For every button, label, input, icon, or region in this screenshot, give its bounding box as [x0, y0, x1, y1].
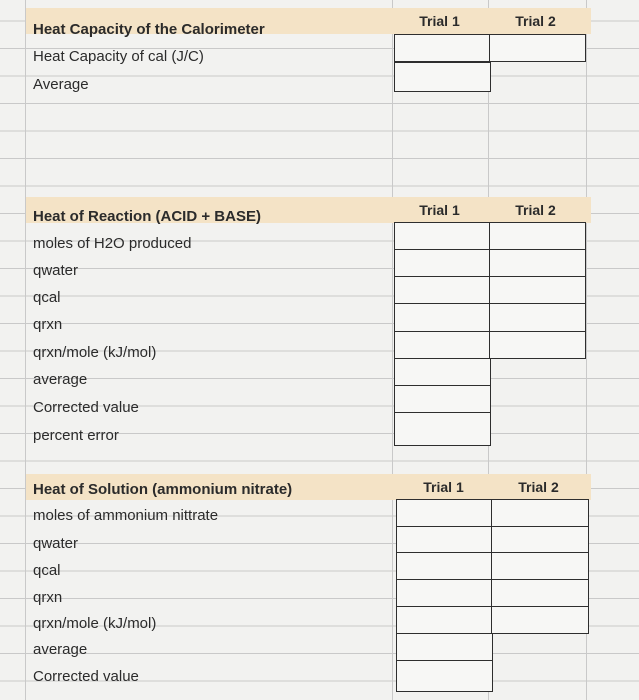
- section-title: Heat of Reaction (ACID + BASE): [33, 208, 261, 225]
- trial-1-cell[interactable]: [394, 222, 491, 250]
- row-label: qcal: [33, 562, 61, 579]
- average-cell[interactable]: [396, 633, 493, 661]
- row-label: percent error: [33, 427, 119, 444]
- trial-2-cell[interactable]: [489, 249, 586, 277]
- trial-1-cell[interactable]: [394, 276, 491, 304]
- row-label: qrxn/mole (kJ/mol): [33, 615, 157, 632]
- row-label: Heat Capacity of cal (J/C): [33, 48, 204, 65]
- trial-2-cell[interactable]: [491, 499, 589, 527]
- row-label: Corrected value: [33, 668, 139, 685]
- trial-2-cell[interactable]: [491, 552, 589, 580]
- trial-1-cell[interactable]: [396, 526, 493, 553]
- corrected-value-cell[interactable]: [396, 660, 493, 692]
- trial-1-cell[interactable]: [394, 331, 491, 359]
- trial-1-label: Trial 1: [423, 479, 464, 495]
- trial-2-cell[interactable]: [489, 331, 586, 359]
- trial-1-cell[interactable]: [394, 249, 491, 277]
- trial-2-cell[interactable]: [491, 579, 589, 607]
- trial-2-cell[interactable]: [489, 276, 586, 304]
- average-cell[interactable]: [394, 358, 491, 386]
- trial-1-cell[interactable]: [396, 499, 493, 527]
- row-label: qcal: [33, 289, 61, 306]
- trial-2-cell[interactable]: [491, 606, 589, 634]
- row-label: qwater: [33, 535, 79, 552]
- row-label: qwater: [33, 262, 79, 279]
- trial-1-cell[interactable]: [394, 34, 491, 62]
- trial-1-cell[interactable]: [394, 303, 491, 332]
- column-divider: [392, 0, 393, 700]
- corrected-value-cell[interactable]: [394, 385, 491, 413]
- row-label: qrxn: [33, 589, 63, 606]
- trial-1-label: Trial 1: [419, 13, 460, 29]
- row-label: average: [33, 641, 88, 658]
- trial-2-cell[interactable]: [489, 34, 586, 62]
- trial-1-cell[interactable]: [396, 579, 493, 607]
- row-label: Average: [33, 76, 89, 93]
- trial-1-cell[interactable]: [396, 606, 493, 634]
- row-label: moles of H2O produced: [33, 235, 192, 252]
- row-label: qrxn: [33, 316, 63, 333]
- percent-error-cell[interactable]: [394, 412, 491, 446]
- average-cell[interactable]: [394, 62, 491, 92]
- trial-2-label: Trial 2: [515, 13, 556, 29]
- trial-2-label: Trial 2: [518, 479, 559, 495]
- row-label: Corrected value: [33, 399, 139, 416]
- trial-2-cell[interactable]: [489, 303, 586, 332]
- trial-2-cell[interactable]: [489, 222, 586, 250]
- section-title: Heat of Solution (ammonium nitrate): [33, 481, 293, 498]
- section-title: Heat Capacity of the Calorimeter: [33, 21, 265, 38]
- trial-2-cell[interactable]: [491, 526, 589, 553]
- trial-1-label: Trial 1: [419, 202, 460, 218]
- row-label: moles of ammonium nittrate: [33, 507, 219, 524]
- row-label: average: [33, 371, 88, 388]
- trial-2-label: Trial 2: [515, 202, 556, 218]
- trial-1-cell[interactable]: [396, 552, 493, 580]
- row-label: qrxn/mole (kJ/mol): [33, 344, 157, 361]
